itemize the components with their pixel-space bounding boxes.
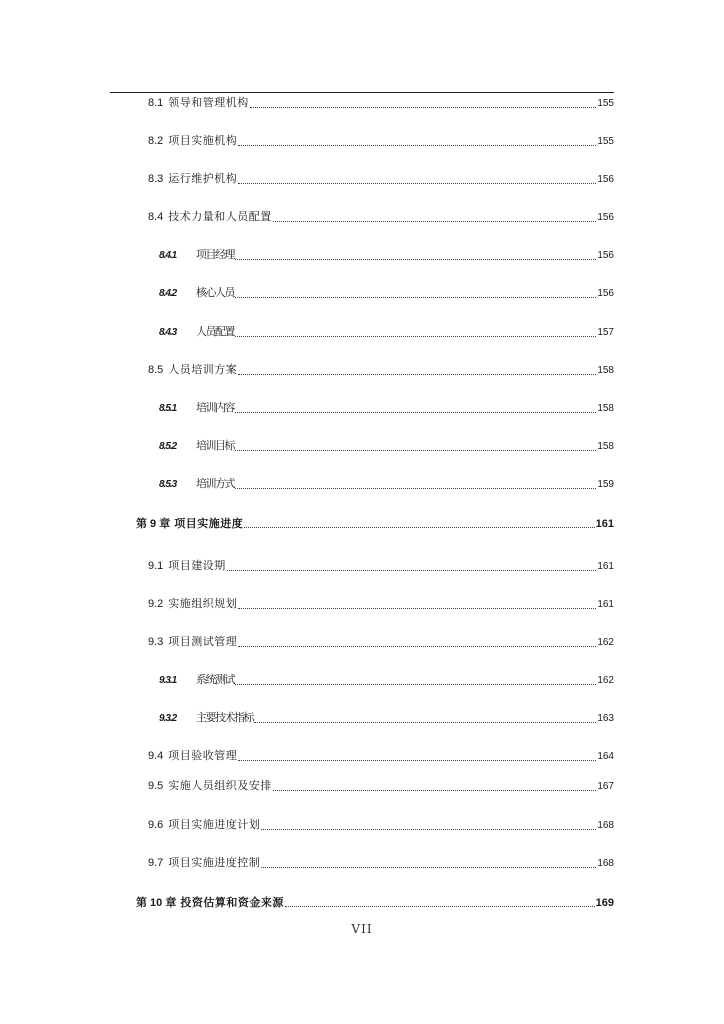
- toc-chapter-entry[interactable]: [136, 896, 614, 910]
- toc-entry-number: 8.5.1: [159, 403, 177, 414]
- toc-entry-page: 158: [597, 403, 614, 414]
- toc-dot-leader: [238, 141, 596, 146]
- toc-entry[interactable]: [159, 439, 614, 454]
- toc-entry-number: 8.4.1: [159, 250, 177, 261]
- toc-entry-number: 8.4.3: [159, 327, 177, 338]
- toc-entry-number: 8.5.2: [159, 441, 177, 452]
- toc-entry-number: 第 9 章: [136, 518, 171, 530]
- toc-entry-title: 人员培训方案: [168, 364, 238, 376]
- toc-entry-number: 9.6: [148, 819, 164, 831]
- toc-entry-page: 161: [597, 561, 614, 572]
- toc-entry-page: 163: [597, 713, 614, 724]
- toc-entry-number: 9.3.1: [159, 675, 177, 686]
- toc-dot-leader: [238, 179, 596, 184]
- toc-dot-leader: [235, 408, 596, 413]
- toc-entry[interactable]: [159, 673, 614, 688]
- toc-entry-page: 168: [597, 820, 614, 831]
- toc-entry-title: 实施组织规划: [168, 598, 238, 610]
- toc-entry[interactable]: [148, 96, 614, 111]
- toc-entry-title: 人员配置: [196, 326, 234, 338]
- toc-entry-title: 项目实施进度: [174, 518, 244, 530]
- toc-entry-number: 8.5: [148, 364, 164, 376]
- toc-dot-leader: [235, 446, 596, 451]
- toc-entry[interactable]: [148, 172, 614, 187]
- toc-chapter-entry[interactable]: [136, 517, 614, 531]
- toc-entry-page: 168: [597, 858, 614, 869]
- toc-entry[interactable]: [148, 363, 614, 378]
- toc-entry-number: 8.4.2: [159, 288, 177, 299]
- toc-entry-number: 9.1: [148, 560, 164, 572]
- toc-entry-title: 培训方式: [196, 478, 234, 490]
- toc-entry-title: 项目测试管理: [168, 636, 238, 648]
- toc-entry-page: 159: [597, 479, 614, 490]
- toc-entry-number: 8.5.3: [159, 479, 177, 490]
- toc-entry-page: 161: [597, 599, 614, 610]
- toc-entry-title: 培训内容: [196, 402, 234, 414]
- toc-entry[interactable]: [148, 210, 614, 225]
- toc-dot-leader: [273, 217, 597, 222]
- toc-entry-page: 156: [597, 212, 614, 223]
- toc-entry-title: 核心人员: [196, 287, 234, 299]
- toc-dot-leader: [254, 718, 596, 723]
- toc-entry-page: 156: [597, 288, 614, 299]
- toc-entry-title: 项目实施进度控制: [168, 857, 261, 869]
- toc-entry[interactable]: [159, 248, 614, 263]
- toc-entry-title: 系统测试: [196, 674, 234, 686]
- toc-dot-leader: [238, 642, 596, 647]
- toc-dot-leader: [238, 756, 596, 761]
- toc-entry-title: 技术力量和人员配置: [168, 211, 272, 223]
- toc-entry-title: 领导和管理机构: [168, 97, 249, 109]
- toc-entry[interactable]: [159, 711, 614, 726]
- toc-entry-title: 主要技术指标: [196, 712, 253, 724]
- toc-entry-number: 9.4: [148, 750, 164, 762]
- toc-entry-title: 项目经理: [196, 249, 234, 261]
- toc-entry-title: 项目实施机构: [168, 135, 238, 147]
- toc-dot-leader: [244, 523, 594, 528]
- toc-entry[interactable]: [148, 559, 614, 574]
- toc-entry-page: 162: [597, 675, 614, 686]
- toc-entry-number: 9.5: [148, 780, 164, 792]
- toc-entry-number: 第 10 章: [136, 897, 177, 909]
- toc-entry-title: 培训目标: [196, 440, 234, 452]
- toc-dot-leader: [250, 103, 597, 108]
- toc-dot-leader: [235, 484, 596, 489]
- toc-entry[interactable]: [148, 749, 614, 764]
- toc-entry-page: 164: [597, 751, 614, 762]
- toc-dot-leader: [261, 825, 596, 830]
- toc-entry-title: 项目验收管理: [168, 750, 238, 762]
- toc-dot-leader: [285, 902, 595, 907]
- toc-entry-number: 8.1: [148, 97, 164, 109]
- toc-entry-number: 9.3: [148, 636, 164, 648]
- toc-entry[interactable]: [148, 134, 614, 149]
- toc-entry[interactable]: [159, 401, 614, 416]
- toc-entry-title: 投资估算和资金来源: [180, 897, 284, 909]
- footer-page-number: VII: [351, 922, 373, 936]
- toc-entry-page: 158: [597, 441, 614, 452]
- toc-entry-title: 项目实施进度计划: [168, 819, 261, 831]
- toc-entry[interactable]: [159, 477, 614, 492]
- toc-entry-page: 155: [597, 136, 614, 147]
- toc-entry[interactable]: [159, 325, 614, 340]
- toc-entry[interactable]: [148, 635, 614, 650]
- toc-dot-leader: [238, 370, 596, 375]
- toc-entry[interactable]: [148, 818, 614, 833]
- toc-dot-leader: [261, 863, 596, 868]
- toc-entry-title: 运行维护机构: [168, 173, 238, 185]
- toc-entry[interactable]: [148, 597, 614, 612]
- toc-entry[interactable]: [148, 856, 614, 871]
- toc-entry-title: 实施人员组织及安排: [168, 780, 272, 792]
- toc-entry-page: 156: [597, 174, 614, 185]
- toc-entry-number: 9.3.2: [159, 713, 177, 724]
- toc-dot-leader: [235, 293, 596, 298]
- toc-dot-leader: [235, 332, 596, 337]
- toc-entry-page: 161: [595, 518, 614, 530]
- toc-entry-page: 167: [597, 781, 614, 792]
- toc-entry[interactable]: [148, 779, 614, 794]
- toc-entry-page: 156: [597, 250, 614, 261]
- toc-entry-page: 169: [595, 897, 614, 909]
- toc-entry[interactable]: [159, 286, 614, 301]
- toc-entry-number: 8.4: [148, 211, 164, 223]
- toc-dot-leader: [273, 786, 597, 791]
- toc-entry-number: 8.2: [148, 135, 164, 147]
- toc-dot-leader: [235, 680, 596, 685]
- header-rule: [110, 92, 614, 93]
- toc-dot-leader: [235, 255, 596, 260]
- toc-entry-number: 9.7: [148, 857, 164, 869]
- toc-entry-page: 155: [597, 98, 614, 109]
- toc-dot-leader: [227, 566, 597, 571]
- toc-entry-number: 8.3: [148, 173, 164, 185]
- toc-entry-title: 项目建设期: [168, 560, 226, 572]
- toc-dot-leader: [238, 604, 596, 609]
- toc-entry-page: 158: [597, 365, 614, 376]
- toc-entry-page: 157: [597, 327, 614, 338]
- toc-entry-number: 9.2: [148, 598, 164, 610]
- toc-entry-page: 162: [597, 637, 614, 648]
